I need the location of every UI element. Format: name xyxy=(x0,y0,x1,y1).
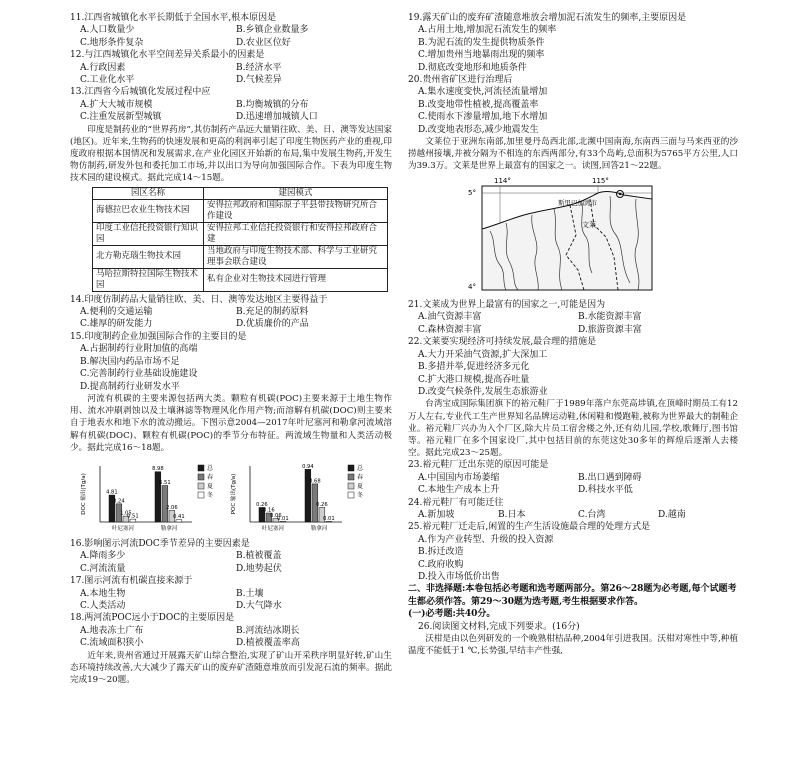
question-16: 16.影响图示河流DOC季节差异的主要因素是 xyxy=(70,538,250,549)
biotech-park-table xyxy=(92,187,388,292)
data-label: 0.01 xyxy=(323,515,335,522)
option-25a: A.作为产业转型、升级的投入资源 xyxy=(418,534,554,545)
option-21d: D.旅游资源丰富 xyxy=(578,324,642,335)
option-22c: C.扩大港口规模,提高吞吐量 xyxy=(418,374,530,385)
data-label: 8.98 xyxy=(152,466,164,473)
brunei-map xyxy=(466,175,656,293)
category-label: 叶尼塞河 xyxy=(111,525,135,532)
data-label: 0.16 xyxy=(263,507,275,514)
category-label: 叶尼塞河 xyxy=(261,525,285,532)
option-21c: C.森林资源丰富 xyxy=(418,324,482,335)
option-22a: A.大力开采油气资源,扩大深加工 xyxy=(418,349,548,360)
table-cell: 北方勒克瑙生物技术园 xyxy=(93,245,204,268)
option-19c: C.增加贵州当地暴雨出现的频率 xyxy=(418,50,545,61)
table-row xyxy=(93,268,388,291)
question-17: 17.图示河流有机碳直接来源于 xyxy=(70,576,193,587)
option-24b: B.日本 xyxy=(498,509,526,520)
data-label: 2.06 xyxy=(166,504,178,511)
table-cell: 安得拉邦政府和国际原子平县带技物研究所合作建设 xyxy=(204,199,388,222)
legend-swatch xyxy=(348,483,354,489)
option-11a: A.人口数量少 xyxy=(80,25,135,36)
option-18a: A.地表冻土广布 xyxy=(80,625,144,636)
right-column xyxy=(408,12,738,657)
required-heading: (一)必考题:共40分。 xyxy=(408,609,496,620)
table-cell: 私有企业对生物技术园进行管理 xyxy=(204,268,388,291)
legend-swatch xyxy=(198,465,204,471)
passage-india-pharma: 印度是制药业的“世界药房”,其仿制药产品远大量销往欧、美、日、澳等发达国家(地区)。近年来,生物药的快速发展和更高的利润率引起了印度生物医药产业的重视,印度政府根据本国情况和发展需求,在产业化园区开始新的布局,集中发展生物药,开发生物仿制药,研发外包和委托加工市场,并以出口为导向加强国际合作。下表为印度生物技术园的建设模式。据此完成14～15题。 xyxy=(70,124,392,184)
question-15: 15.印度制药企业加强国际合作的主要目的是 xyxy=(70,331,247,342)
option-17c: C.人类活动 xyxy=(80,600,126,611)
option-23a: A.中国国内市场萎缩 xyxy=(418,472,500,483)
question-13: 13.江西省今后城镇化发展过程中应 xyxy=(70,87,211,98)
question-21: 21.文莱成为世界上最富有的国家之一,可能是因为 xyxy=(408,300,606,311)
option-18d: D.植被覆盖率高 xyxy=(236,638,300,649)
option-11c: C.地形条件复杂 xyxy=(80,37,144,48)
option-20a: A.集水速度变快,河流径流量增加 xyxy=(418,87,548,98)
data-label: 0.01 xyxy=(277,515,289,522)
option-13a: A.扩大大城市规模 xyxy=(80,99,153,110)
legend-label: 夏 xyxy=(357,482,364,490)
legend-swatch xyxy=(348,465,354,471)
legend-swatch xyxy=(198,492,204,498)
passage-guizhou-mines: 近年来,贵州省通过开展露天矿山综合整治,实现了矿山开采秩序明显好转,矿山生态环境持续改善,大大减少了露天矿山的废弃矿渣随意堆放而引发泥石流的频率。据此完成19～20题。 xyxy=(70,650,392,685)
data-label: 0.68 xyxy=(309,478,321,485)
option-13d: D.迅速增加城镇人口 xyxy=(236,112,318,123)
map-capital-label: 斯里巴加湾市 xyxy=(558,198,597,207)
option-17d: D.大气降水 xyxy=(236,600,282,611)
table-cell: 当地政府与印度生物技术部、科学与工业研究理事会联合建设 xyxy=(204,245,388,268)
legend-label: 冬 xyxy=(357,491,364,499)
table-cell: 安得拉邦工业信托投资银行和安得拉邦政府合建 xyxy=(204,222,388,245)
option-14d: D.优质廉价的产品 xyxy=(236,319,309,330)
table-row xyxy=(93,199,388,222)
option-19a: A.占用土地,增加泥石流发生的频率 xyxy=(418,25,557,36)
legend-label: 春 xyxy=(207,473,214,481)
map-country-label: 文莱 xyxy=(582,220,596,229)
data-label: 1.05 xyxy=(120,510,132,517)
data-label: 0.26 xyxy=(316,501,328,508)
legend-swatch xyxy=(348,492,354,498)
legend-swatch xyxy=(198,474,204,480)
poc-bar-chart xyxy=(228,456,378,536)
question-25: 25.裕元鞋厂迁走后,闲置的生产生活设施最合理的处理方式是 xyxy=(408,522,651,533)
option-12d: D.气候差异 xyxy=(236,75,282,86)
legend-label: 夏 xyxy=(207,482,214,490)
legend-label: 总 xyxy=(357,464,364,472)
question-26: 26.阅读图文材料,完成下列要求。(16分) xyxy=(418,621,580,632)
option-16d: D.地势起伏 xyxy=(236,563,282,574)
table-cell: 海德拉巴农业生物技术园 xyxy=(93,199,204,222)
capital-marker-icon xyxy=(619,192,621,194)
doc-bar-chart xyxy=(78,456,228,536)
option-25c: C.政府收购 xyxy=(418,559,464,570)
question-18: 18.两河流POC远小于DOC的主要原因是 xyxy=(70,613,235,624)
table-cell: 马哈拉斯特拉国际生物技术园 xyxy=(93,268,204,291)
category-label: 勒拿河 xyxy=(310,525,328,532)
y-axis-label: POC 输出(Tg/a) xyxy=(231,473,237,515)
legend-label: 总 xyxy=(207,464,214,472)
option-23c: C.本地生产成本上升 xyxy=(418,485,500,496)
table-header-mode: 建园模式 xyxy=(204,187,388,199)
option-13c: C.注重发展新型城镇 xyxy=(80,112,162,123)
table-row xyxy=(93,222,388,245)
option-17a: A.本地生物 xyxy=(80,588,126,599)
map-lat-4: 4° xyxy=(468,282,476,291)
legend-label: 春 xyxy=(357,473,364,481)
option-24d: D.越南 xyxy=(658,509,686,520)
data-label: 0.51 xyxy=(127,513,139,520)
bar xyxy=(305,469,311,522)
table-cell: 印度工业信托投资银行知识园 xyxy=(93,222,204,245)
option-21a: A.油气资源丰富 xyxy=(418,312,482,323)
option-11b: B.乡镇企业数量多 xyxy=(236,25,309,36)
question-24: 24.裕元鞋厂有可能迁往 xyxy=(408,497,504,508)
data-label: 3.24 xyxy=(113,498,125,505)
data-label: 4.81 xyxy=(106,489,118,496)
option-14b: B.充足的制药原料 xyxy=(236,307,309,318)
option-16b: B.植被覆盖 xyxy=(236,551,282,562)
question-20: 20.贵州省矿区进行治理后 xyxy=(408,75,513,86)
map-lon-114: 114° xyxy=(494,176,511,185)
map-lat-5: 5° xyxy=(468,188,476,197)
left-column xyxy=(70,12,392,686)
question-11: 11.江西省城镇化水平长期低于全国水平,根本原因是 xyxy=(70,13,277,23)
option-15a: A.占据制药行业附加值的高端 xyxy=(80,344,198,355)
passage-brunei: 文莱位于亚洲东南部,加里曼丹岛西北部,北濒中国南海,东南西三面与马来西亚的沙捞越州接壤,并被分隔为不相连的东西两部分,有33个岛屿,总面积为5765平方公里,人口为39.3万。文莱是世界上最富有的国家之一。读图,回答21～22题。 xyxy=(408,137,738,172)
option-22d: D.改变气候条件,发展生态旅游业 xyxy=(418,386,548,397)
option-12a: A.行政因素 xyxy=(80,62,126,73)
legend-swatch xyxy=(198,483,204,489)
option-18c: C.流域面积狭小 xyxy=(80,638,144,649)
option-11d: D.农业区位好 xyxy=(236,37,291,48)
option-20d: D.改变地表形态,减少地震发生 xyxy=(418,124,539,135)
option-17b: B.土壤 xyxy=(236,588,264,599)
passage-yuyuan-factory: 台湾宝成国际集团旗下的裕元鞋厂于1989年落户东莞高埗镇,在顶峰时期员工有12万人左右,专业代工生产世界知名品牌运动鞋,休闲鞋和慢跑鞋,被称为世界最大的制鞋企业。裕元鞋厂兴办为入个厂区,除大片员工宿舍楼之外,还有幼儿园,学校,歌舞厅,图书馆等。裕元鞋厂在多个国家设厂,其中包括目前的东莞这处30多年的辉煌后逐渐人去楼空。据此完成23～25题。 xyxy=(408,399,738,459)
question-23: 23.裕元鞋厂迁出东莞的原因可能是 xyxy=(408,460,549,471)
legend-swatch xyxy=(348,474,354,480)
option-22b: B.多措并举,促进经济多元化 xyxy=(418,362,530,373)
question-22: 22.文莱要实现经济可持续发展,最合理的措施是 xyxy=(408,337,597,348)
option-24a: A.新加坡 xyxy=(418,509,455,520)
option-25d: D.投入市场低价出售 xyxy=(418,572,500,582)
map-lon-115: 115° xyxy=(592,176,609,185)
option-12b: B.经济水平 xyxy=(236,62,282,73)
option-16c: C.河流流量 xyxy=(80,563,126,574)
option-14a: A.便利的交通运输 xyxy=(80,307,153,318)
bar xyxy=(162,485,168,521)
option-18b: B.河流结冰期长 xyxy=(236,625,300,636)
option-20b: B.改变地带性植被,提高覆盖率 xyxy=(418,99,539,110)
question-12: 12.与江西城镇化水平空间差异关系最小的因素是 xyxy=(70,50,265,61)
category-label: 勒拿河 xyxy=(160,525,178,532)
option-12c: C.工业化水平 xyxy=(80,75,135,86)
passage-river-carbon: 河流有机碳的主要来源包括两大类。颗粒有机碳(POC)主要来源于土地生物作用、流水冲刷剥蚀以及土壤淋滤等物理风化作用产物;而溶解有机碳(DOC)则主要来自于地表水和地下水的流动搬运。下图示意2004—2017年叶尼塞河和勒拿河流域溶解有机碳(DOC)、颗粒有机碳(POC)的季节分布特征。两流域生物量和人类活动极少。据此完成16～18题。 xyxy=(70,393,392,453)
data-label: 0.26 xyxy=(256,501,268,508)
data-label: 0.94 xyxy=(302,463,314,470)
option-16a: A.降雨多少 xyxy=(80,551,126,562)
data-label: 0.41 xyxy=(173,514,185,521)
option-15b: B.解决国内药品市场不足 xyxy=(80,356,180,367)
section-heading: 二、非选择题:本卷包括必考题和选考题两部分。第26～28题为必考题,每个试题考生都必须作答。第29～30题为选考题,考生根据要求作答。 xyxy=(408,584,737,607)
option-13b: B.均衡城镇的分布 xyxy=(236,99,309,110)
option-14c: C.雄厚的研发能力 xyxy=(80,319,153,330)
option-25b: B.拆迁改造 xyxy=(418,547,464,558)
option-24c: C.台湾 xyxy=(578,509,606,520)
option-21b: B.水能资源丰富 xyxy=(578,312,642,323)
option-15d: D.提高制药行业研发水平 xyxy=(80,381,180,392)
option-23d: D.科技水平低 xyxy=(578,485,633,496)
question-19: 19.露天矿山的废弃矿渣随意堆放会增加泥石流发生的频率,主要原因是 xyxy=(408,13,687,23)
data-label: 0.06 xyxy=(270,513,282,520)
option-19d: D.彻底改变地形和地质条件 xyxy=(418,62,527,73)
table-header-name: 园区名称 xyxy=(93,187,204,199)
data-label: 6.51 xyxy=(159,479,171,486)
legend-label: 冬 xyxy=(207,491,214,499)
option-19b: B.为泥石流的发生提供物质条件 xyxy=(418,37,545,48)
question-14: 14.印度仿制药品大量销往欧、美、日、澳等发达地区主要得益于 xyxy=(70,294,328,305)
table-row xyxy=(93,245,388,268)
option-15c: C.完善制药行业基础设施建设 xyxy=(80,369,198,380)
y-axis-label: DOC 输出(Tg/a) xyxy=(81,473,87,515)
carbon-charts xyxy=(78,456,392,536)
option-23b: B.出口遇到障碍 xyxy=(578,472,642,483)
passage-wogan: 沃柑是由以色列研发的一个晚熟柑桔品种,2004年引进我国。沃柑对寒性中等,种植温度不能低于1 ℃,长势强,早结丰产性强, xyxy=(408,634,738,657)
option-20c: C.使雨水下渗量增加,地下水增加 xyxy=(418,112,548,123)
